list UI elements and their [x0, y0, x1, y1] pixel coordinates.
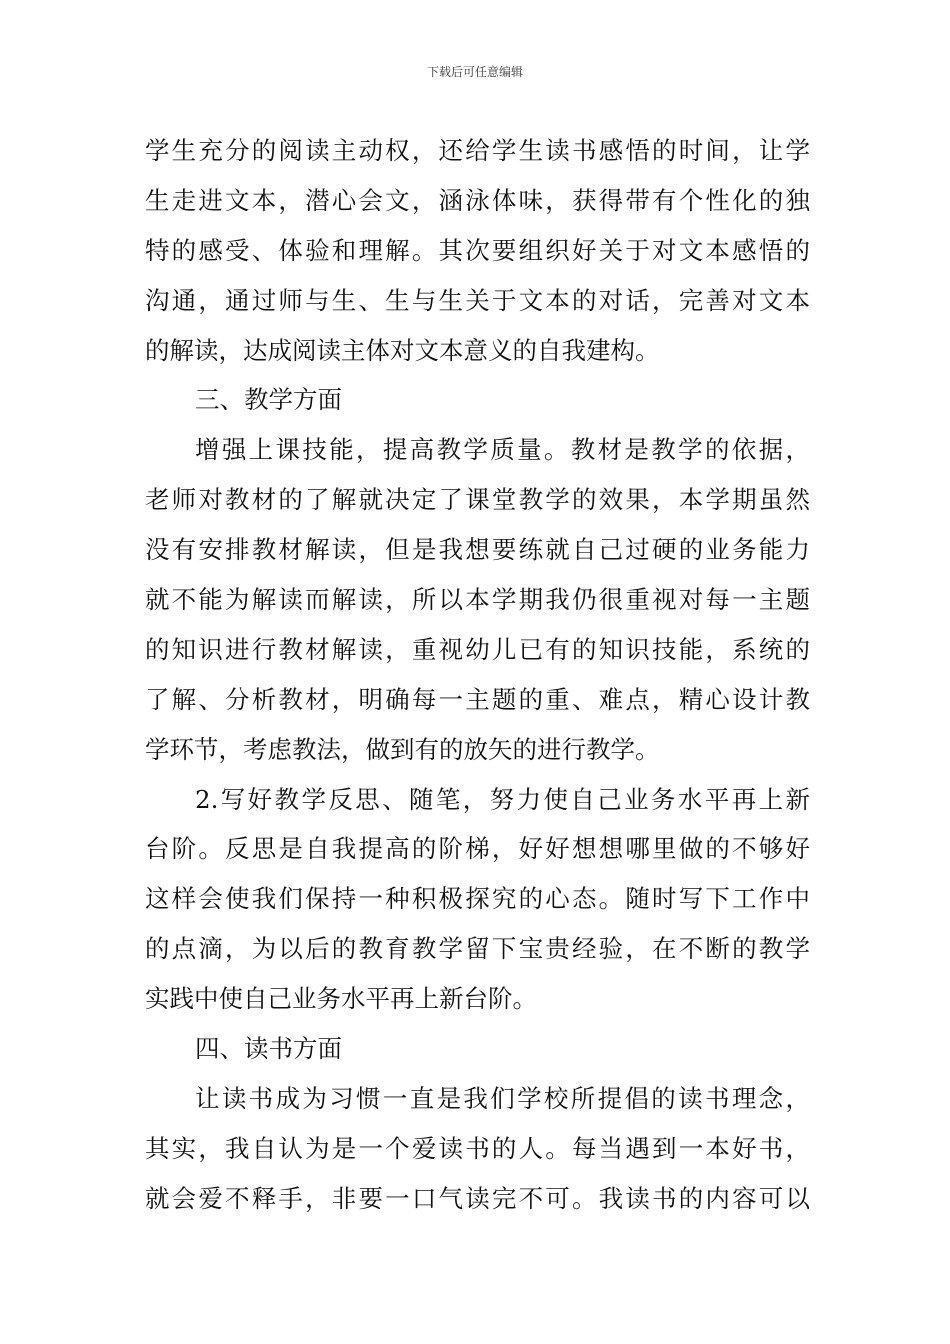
- text-line: 特的感受、体验和理解。其次要组织好关于对文本感悟的: [145, 235, 810, 265]
- text-line: 的解读，达成阅读主体对文本意义的自我建构。: [145, 335, 660, 365]
- text-line: 台阶。反思是自我提高的阶梯，好好想想哪里做的不够好: [145, 834, 810, 864]
- text-line: 四、读书方面: [195, 1034, 342, 1064]
- text-line: 的点滴，为以后的教育教学留下宝贵经验，在不断的教学: [145, 934, 810, 964]
- text-line: 没有安排教材解读，但是我想要练就自己过硬的业务能力: [145, 535, 810, 565]
- document-body: [145, 126, 810, 1224]
- text-line: 老师对教材的了解就决定了课堂教学的效果，本学期虽然: [145, 485, 810, 515]
- text-line: 其实，我自认为是一个爱读书的人。每当遇到一本好书，: [145, 1133, 810, 1163]
- text-line: 实践中使自己业务水平再上新台阶。: [145, 984, 537, 1014]
- text-line: 这样会使我们保持一种积极探究的心态。随时写下工作中: [145, 884, 810, 914]
- text-line: 了解、分析教材，明确每一主题的重、难点，精心设计教: [145, 684, 810, 714]
- text-line: 让读书成为习惯一直是我们学校所提倡的读书理念，: [195, 1083, 810, 1113]
- text-line: 的知识进行教材解读，重视幼儿已有的知识技能，系统的: [145, 634, 810, 664]
- text-line: 三、教学方面: [195, 385, 342, 415]
- text-line: 沟通，通过师与生、生与生关于文本的对话，完善对文本: [145, 285, 810, 315]
- text-line: 就不能为解读而解读，所以本学期我仍很重视对每一主题: [145, 585, 810, 615]
- text-line: 学环节，考虑教法，做到有的放矢的进行教学。: [145, 734, 660, 764]
- text-line: 学生充分的阅读主动权，还给学生读书感悟的时间，让学: [145, 136, 810, 165]
- text-line: 2.写好教学反思、随笔，努力使自己业务水平再上新: [195, 784, 810, 814]
- text-line: 生走进文本，潜心会文，涵泳体味，获得带有个性化的独: [145, 185, 810, 215]
- text-line: 就会爱不释手，非要一口气读完不可。我读书的内容可以: [145, 1183, 810, 1213]
- page-header: 下载后可任意编辑: [426, 65, 523, 79]
- text-line: 增强上课技能，提高教学质量。教材是教学的依据，: [195, 435, 810, 465]
